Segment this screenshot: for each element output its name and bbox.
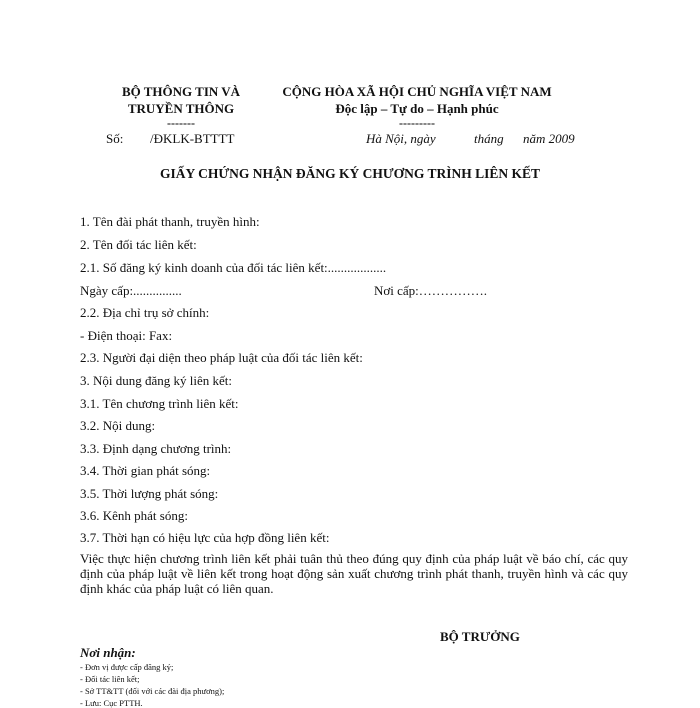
field-registration-content: 3. Nội dung đăng ký liên kết: xyxy=(80,373,233,388)
field-business-registration: 2.1. Số đăng ký kinh doanh của đối tác liên kết:.................. xyxy=(80,260,387,275)
field-phone-fax: - Điện thoại: Fax: xyxy=(80,328,173,343)
ministry-name-line1: BỘ THÔNG TIN VÀ xyxy=(121,84,241,99)
document-title: GIẤY CHỨNG NHẬN ĐĂNG KÝ CHƯƠNG TRÌNH LIÊN KẾT xyxy=(159,166,541,181)
field-contract-validity: 3.7. Thời hạn có hiệu lực của hợp đồng liên kết: xyxy=(80,530,330,545)
field-program-format: 3.3. Định dạng chương trình: xyxy=(80,441,232,456)
country-name: CỘNG HÒA XÃ HỘI CHỦ NGHĨA VIỆT NAM xyxy=(282,84,552,99)
recipients-title: Nơi nhận: xyxy=(80,645,136,660)
year-label: năm 2009 xyxy=(523,131,575,146)
field-broadcast-time: 3.4. Thời gian phát sóng: xyxy=(80,463,211,478)
ministry-name-line2: TRUYỀN THÔNG xyxy=(127,101,235,116)
national-header-block xyxy=(262,83,572,129)
recipient-item: - Đơn vị được cấp đăng ký; xyxy=(80,662,174,672)
field-legal-representative: 2.3. Người đại diện theo pháp luật của đối tác liên kết: xyxy=(80,350,363,365)
recipient-item: - Đối tác liên kết; xyxy=(80,674,140,684)
place-date-label: Hà Nội, ngày xyxy=(366,131,436,146)
signer-title: BỘ TRƯỞNG xyxy=(440,629,520,644)
motto-divider: --------- xyxy=(399,116,435,130)
field-partner-name: 2. Tên đối tác liên kết: xyxy=(80,237,197,252)
ministry-divider: ------- xyxy=(167,116,195,130)
field-content: 3.2. Nội dung: xyxy=(80,418,156,433)
field-head-office: 2.2. Địa chỉ trụ sở chính: xyxy=(80,305,210,320)
field-broadcast-duration: 3.5. Thời lượng phát sóng: xyxy=(80,486,219,501)
document-number-label: Số: xyxy=(106,131,124,146)
ministry-block xyxy=(86,83,276,129)
compliance-paragraph: Việc thực hiện chương trình liên kết phải tuân thủ theo đúng quy định của pháp luật về báo chí, các quy định của pháp luật về liên kết trong hoạt động sản xuất chương trình phát thanh, truyền hình và các quy định khác của pháp luật có liên quan. xyxy=(80,551,628,596)
field-issue-date: Ngày cấp:............... xyxy=(80,283,182,298)
document-number-code: /ĐKLK-BTTTT xyxy=(150,131,235,146)
recipient-item: - Lưu: Cục PTTH. xyxy=(80,698,143,708)
month-label: tháng xyxy=(474,131,504,146)
field-broadcast-channel: 3.6. Kênh phát sóng: xyxy=(80,508,188,523)
field-station-name: 1. Tên đài phát thanh, truyền hình: xyxy=(80,214,260,229)
field-program-name: 3.1. Tên chương trình liên kết: xyxy=(80,396,239,411)
national-motto: Độc lập – Tự do – Hạnh phúc xyxy=(335,101,499,116)
field-issue-place: Nơi cấp:……………. xyxy=(374,283,488,298)
recipient-item: - Sở TT&TT (đối với các đài địa phương); xyxy=(80,686,225,696)
